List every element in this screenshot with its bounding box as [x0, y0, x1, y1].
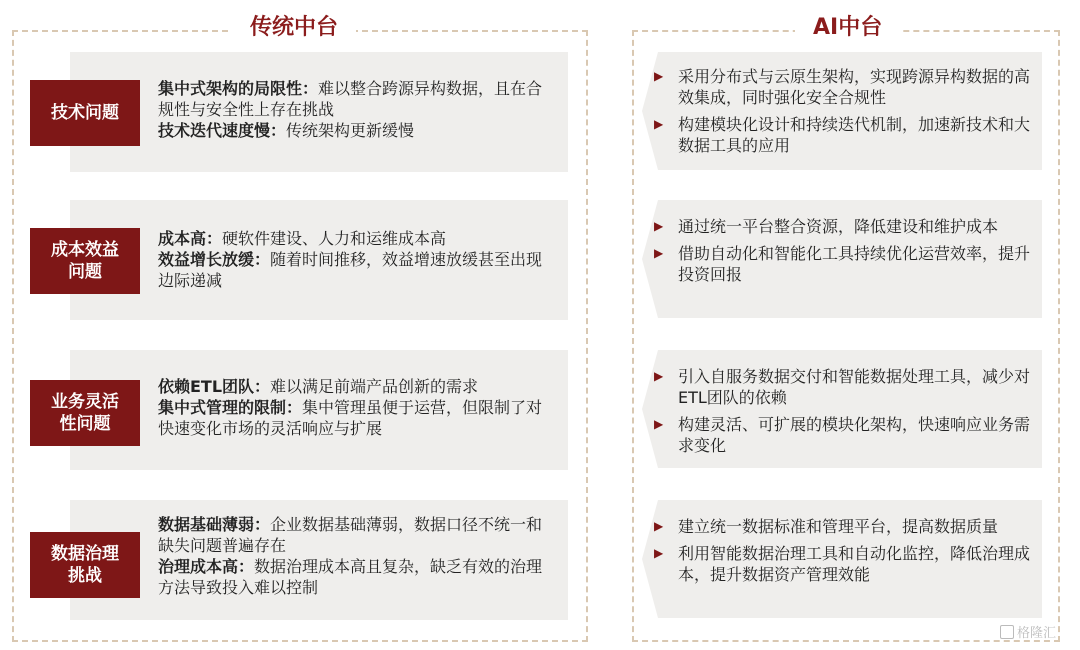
desc-item: 数据基础薄弱：企业数据基础薄弱，数据口径不统一和缺失问题普遍存在 [158, 515, 543, 555]
triangle-icon: ▶ [654, 219, 664, 233]
triangle-icon: ▶ [654, 417, 664, 431]
ai-bullet: ▶ 通过统一平台整合资源，降低建设和维护成本 [654, 217, 999, 236]
desc-item: 治理成本高：数据治理成本高且复杂，缺乏有效的治理方法导致投入难以控制 [158, 557, 543, 597]
desc-agility [158, 376, 554, 439]
desc-item: 集中式管理的限制：集中管理虽便于运营，但限制了对快速变化市场的灵活响应与扩展 [158, 398, 543, 438]
triangle-icon: ▶ [654, 117, 664, 131]
triangle-icon: ▶ [654, 69, 664, 83]
traditional-title: 传统中台 [232, 10, 356, 46]
desc-item: 成本高：硬软件建设、人力和运维成本高 [158, 229, 447, 248]
desc-item: 效益增长放缓：随着时间推移，效益增速放缓甚至出现边际递减 [158, 250, 543, 290]
logo-icon [1000, 625, 1014, 639]
label-governance: 数据治理挑战 [30, 532, 140, 598]
ai-bullet: ▶ 借助自动化和智能化工具持续优化运营效率，提升投资回报 [654, 244, 1031, 284]
ai-text-agility [652, 366, 1032, 462]
label-agility: 业务灵活性问题 [30, 380, 140, 446]
desc-item: 依赖ETL团队：难以满足前端产品创新的需求 [158, 377, 479, 396]
desc-tech [158, 78, 554, 141]
ai-text-cost [652, 216, 1032, 291]
ai-bullet: ▶ 采用分布式与云原生架构，实现跨源异构数据的高效集成，同时强化安全合规性 [654, 67, 1031, 107]
triangle-icon: ▶ [654, 246, 664, 260]
desc-item: 集中式架构的局限性：难以整合跨源异构数据，且在合规性与安全性上存在挑战 [158, 79, 543, 119]
label-tech: 技术问题 [30, 80, 140, 146]
ai-bullet: ▶ 建立统一数据标准和管理平台，提高数据质量 [654, 517, 999, 536]
ai-text-tech [652, 66, 1032, 162]
triangle-icon: ▶ [654, 369, 664, 383]
triangle-icon: ▶ [654, 546, 664, 560]
ai-text-governance [652, 516, 1032, 591]
desc-cost [158, 228, 554, 291]
desc-governance [158, 514, 554, 598]
ai-bullet: ▶ 构建模块化设计和持续迭代机制，加速新技术和大数据工具的应用 [654, 115, 1031, 155]
ai-bullet: ▶ 利用智能数据治理工具和自动化监控，降低治理成本，提升数据资产管理效能 [654, 544, 1031, 584]
label-cost: 成本效益问题 [30, 228, 140, 294]
ai-bullet: ▶ 构建灵活、可扩展的模块化架构，快速响应业务需求变化 [654, 415, 1031, 455]
watermark: 格隆汇 [1000, 622, 1056, 641]
desc-item: 技术迭代速度慢：传统架构更新缓慢 [158, 121, 415, 140]
ai-bullet: ▶ 引入自服务数据交付和智能数据处理工具，减少对ETL团队的依赖 [654, 367, 1031, 407]
ai-title: AI中台 [795, 10, 900, 46]
triangle-icon: ▶ [654, 519, 664, 533]
